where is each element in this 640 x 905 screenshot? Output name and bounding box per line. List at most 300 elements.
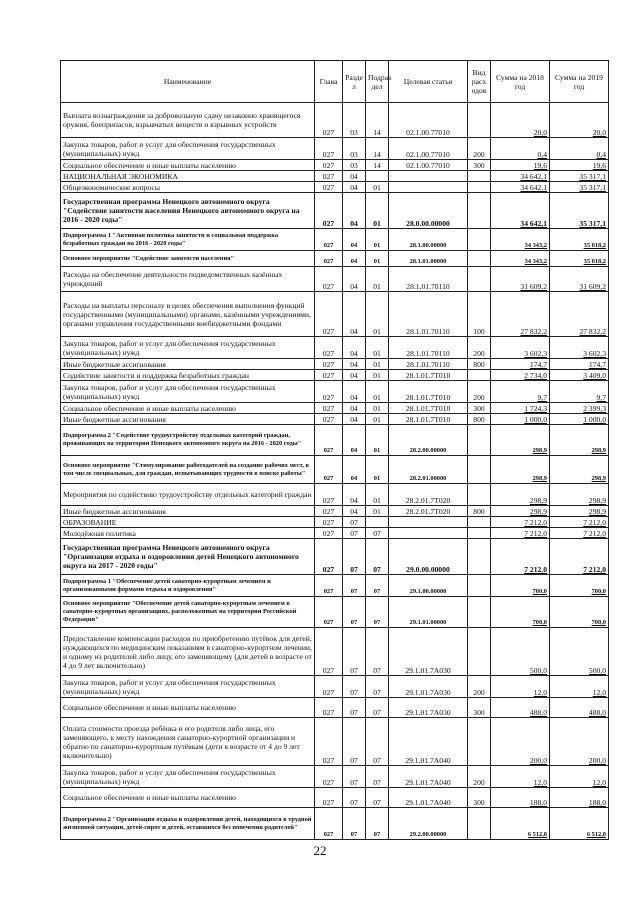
row-podrazdel: 01	[366, 182, 389, 193]
row-sum-2019: 27 832,2	[550, 292, 609, 337]
row-sum-2018: 188,0	[491, 788, 550, 808]
row-podrazdel: 07	[366, 575, 389, 597]
row-podrazdel: 07	[366, 718, 389, 766]
row-expense-type: 200	[468, 676, 491, 698]
row-expense-type	[468, 370, 491, 381]
row-sum-2019: 1 000,0	[550, 414, 609, 425]
row-razdel: 07	[343, 788, 366, 808]
row-target-article: 29.1.01.7А030	[389, 698, 468, 718]
row-name: Мероприятия по содействию трудоустройству отдельных категорий граждан	[61, 484, 315, 506]
row-glava: 027	[315, 160, 343, 171]
row-expense-type: 800	[468, 506, 491, 517]
row-razdel: 07	[343, 597, 366, 628]
row-razdel: 04	[343, 506, 366, 517]
row-sum-2019: 12,0	[550, 676, 609, 698]
row-razdel: 07	[343, 528, 366, 539]
row-podrazdel: 07	[366, 676, 389, 698]
row-razdel: 04	[343, 425, 366, 456]
row-podrazdel: 07	[366, 766, 389, 788]
row-name: Государственная программа Ненецкого автономного округа "Организация отдыха и оздоровления детей Ненецкого автономного округа на 2017 - 2020 годы"	[61, 539, 315, 575]
row-glava: 027	[315, 267, 343, 292]
row-razdel: 07	[343, 539, 366, 575]
row-glava: 027	[315, 766, 343, 788]
row-name: Подпрограмма 1 "Обеспечение детей санаторно-курортным лечением и организованными формами отдыха и оздоровления"	[61, 575, 315, 597]
row-glava: 027	[315, 676, 343, 698]
row-name: Социальное обеспечение и иные выплаты населению	[61, 698, 315, 718]
row-sum-2019: 35 317,1	[550, 193, 609, 229]
row-razdel: 04	[343, 171, 366, 182]
row-target-article: 28.1.01.70110	[389, 337, 468, 359]
row-name: Основное мероприятие "Содействие занятости населения"	[61, 251, 315, 267]
row-glava: 027	[315, 182, 343, 193]
row-sum-2019: 31 609,2	[550, 267, 609, 292]
header-name: Наименование	[61, 61, 315, 103]
row-razdel: 04	[343, 370, 366, 381]
table-row	[61, 788, 609, 808]
row-target-article	[389, 182, 468, 193]
row-target-article: 28.1.01.70110	[389, 267, 468, 292]
row-name: Оплата стоимости проезда ребёнка и его родителя либо лица, его заменяющего, к месту нахождения санаторно-курортной организации и обратно по санаторно-курортным путёвкам (дети в возрасте от 4 до 9 лет включительно)	[61, 718, 315, 766]
row-name: Подпрограмма 2 "Содействие трудоустройству отдельных категорий граждан, проживающих на территории Ненецкого автономного округа на 2016 - 2020 годы"	[61, 425, 315, 456]
row-name: Социальное обеспечение и иные выплаты населению	[61, 160, 315, 171]
row-expense-type	[468, 528, 491, 539]
row-target-article: 29.1.01.7А040	[389, 718, 468, 766]
row-name: Расходы на обеспечение деятельности подведомственных казённых учреждений	[61, 267, 315, 292]
table-row	[61, 182, 609, 193]
row-expense-type: 800	[468, 414, 491, 425]
row-podrazdel: 07	[366, 788, 389, 808]
row-podrazdel: 07	[366, 808, 389, 840]
row-sum-2019: 20,0	[550, 103, 609, 138]
page-number: 22	[313, 843, 327, 858]
row-podrazdel: 01	[366, 456, 389, 484]
row-glava: 027	[315, 359, 343, 370]
row-razdel: 04	[343, 337, 366, 359]
row-expense-type	[468, 229, 491, 251]
row-target-article: 28.0.00.00000	[389, 193, 468, 229]
row-target-article: 02.1.00.77010	[389, 160, 468, 171]
row-expense-type: 200	[468, 766, 491, 788]
row-sum-2018: 7 212,0	[491, 539, 550, 575]
table-row	[61, 292, 609, 337]
row-sum-2018: 6 512,0	[491, 808, 550, 840]
row-sum-2019: 700,0	[550, 575, 609, 597]
table-row	[61, 718, 609, 766]
row-sum-2018: 1 000,0	[491, 414, 550, 425]
row-razdel: 04	[343, 182, 366, 193]
row-razdel: 04	[343, 403, 366, 414]
row-sum-2018: 7 212,0	[491, 528, 550, 539]
row-glava: 027	[315, 103, 343, 138]
row-sum-2018: 0,4	[491, 138, 550, 160]
row-expense-type	[468, 808, 491, 840]
row-podrazdel: 01	[366, 359, 389, 370]
row-name: Расходы на выплаты персоналу в целях обеспечения выполнения функций государственными (муниципальными) органами, казёнными учреждениями, органами управления государственными внебюджетными фондами	[61, 292, 315, 337]
row-glava: 027	[315, 292, 343, 337]
row-name: Социальное обеспечение и иные выплаты населению	[61, 403, 315, 414]
row-glava: 027	[315, 456, 343, 484]
row-glava: 027	[315, 251, 343, 267]
row-sum-2019: 6 512,0	[550, 808, 609, 840]
budget-table	[60, 60, 609, 840]
row-razdel: 07	[343, 766, 366, 788]
row-razdel: 07	[343, 718, 366, 766]
row-expense-type: 800	[468, 359, 491, 370]
row-expense-type	[468, 575, 491, 597]
row-sum-2019: 3 409,0	[550, 370, 609, 381]
table-row	[61, 628, 609, 676]
row-name: Закупка товаров, работ и услуг для обеспечения государственных (муниципальных) нужд	[61, 337, 315, 359]
row-expense-type	[468, 517, 491, 528]
row-razdel: 07	[343, 628, 366, 676]
row-target-article: 28.2.01.7Т020	[389, 506, 468, 517]
row-sum-2018: 19,6	[491, 160, 550, 171]
table-row	[61, 138, 609, 160]
table-row	[61, 484, 609, 506]
table-row	[61, 403, 609, 414]
row-sum-2019: 19,6	[550, 160, 609, 171]
row-expense-type: 200	[468, 337, 491, 359]
table-row	[61, 506, 609, 517]
row-sum-2018: 12,0	[491, 676, 550, 698]
header-target-article: Целевая статья	[389, 61, 468, 103]
row-name: Общеэкономические вопросы	[61, 182, 315, 193]
row-expense-type: 200	[468, 381, 491, 403]
row-glava: 027	[315, 414, 343, 425]
row-glava: 027	[315, 370, 343, 381]
row-razdel: 04	[343, 456, 366, 484]
table-row	[61, 517, 609, 528]
row-target-article	[389, 171, 468, 182]
row-glava: 027	[315, 718, 343, 766]
row-glava: 027	[315, 337, 343, 359]
row-glava: 027	[315, 539, 343, 575]
row-sum-2019: 298,9	[550, 456, 609, 484]
row-sum-2018: 488,0	[491, 698, 550, 718]
row-expense-type	[468, 484, 491, 506]
table-row	[61, 597, 609, 628]
row-sum-2018: 9,7	[491, 381, 550, 403]
row-razdel: 04	[343, 414, 366, 425]
row-name: Иные бюджетные ассигнования	[61, 506, 315, 517]
row-target-article: 28.2.01.7Т020	[389, 484, 468, 506]
row-podrazdel: 01	[366, 414, 389, 425]
table-row	[61, 528, 609, 539]
row-expense-type	[468, 539, 491, 575]
row-glava: 027	[315, 808, 343, 840]
row-target-article: 02.1.00.77010	[389, 103, 468, 138]
table-row	[61, 575, 609, 597]
row-sum-2018: 34 343,2	[491, 229, 550, 251]
row-target-article: 28.1.00.00000	[389, 229, 468, 251]
row-glava: 027	[315, 403, 343, 414]
table-row	[61, 251, 609, 267]
row-target-article: 29.0.00.00000	[389, 539, 468, 575]
row-target-article	[389, 517, 468, 528]
row-podrazdel: 07	[366, 698, 389, 718]
row-sum-2018: 1 724,3	[491, 403, 550, 414]
table-row	[61, 370, 609, 381]
row-expense-type	[468, 456, 491, 484]
row-expense-type	[468, 251, 491, 267]
row-razdel: 07	[343, 808, 366, 840]
row-glava: 027	[315, 171, 343, 182]
row-razdel: 04	[343, 359, 366, 370]
header-expense-type: Вид расх одов	[468, 61, 491, 103]
row-name: Предоставление компенсации расходов по приобретению путёвок для детей, нуждающихся по медицинским показаниям в санаторно-курортном лечении, и одному из родителей либо лицу, его заменяющему (для детей в возрасте от 4 до 9 лет включительно)	[61, 628, 315, 676]
row-name: Основное мероприятие "Стимулирование работодателей на создание рабочих мест, в том числе специальных, для граждан, испытывающих трудности в поиске работы"	[61, 456, 315, 484]
row-razdel: 04	[343, 484, 366, 506]
row-sum-2019: 2 399,3	[550, 403, 609, 414]
row-podrazdel: 14	[366, 138, 389, 160]
table-row	[61, 676, 609, 698]
row-glava: 027	[315, 628, 343, 676]
row-name: ОБРАЗОВАНИЕ	[61, 517, 315, 528]
row-podrazdel: 07	[366, 539, 389, 575]
row-sum-2018: 298,9	[491, 506, 550, 517]
row-podrazdel: 01	[366, 193, 389, 229]
row-sum-2018: 3 602,3	[491, 337, 550, 359]
row-name: Иные бюджетные ассигнования	[61, 414, 315, 425]
row-razdel: 03	[343, 138, 366, 160]
row-razdel: 04	[343, 267, 366, 292]
row-expense-type	[468, 103, 491, 138]
row-name: Основное мероприятие "Обеспечение детей санаторно-курортным лечением в санаторно-курортных организациях, расположенных на территории Российской Федерации"	[61, 597, 315, 628]
row-target-article: 02.1.00.77010	[389, 138, 468, 160]
row-expense-type	[468, 425, 491, 456]
row-podrazdel: 01	[366, 229, 389, 251]
row-glava: 027	[315, 597, 343, 628]
row-target-article: 28.1.01.70110	[389, 292, 468, 337]
row-sum-2019: 188,0	[550, 788, 609, 808]
row-expense-type: 300	[468, 160, 491, 171]
row-expense-type	[468, 597, 491, 628]
row-name: Иные бюджетные ассигнования	[61, 359, 315, 370]
row-podrazdel: 01	[366, 370, 389, 381]
table-row	[61, 160, 609, 171]
row-target-article: 29.1.01.7А040	[389, 788, 468, 808]
row-target-article: 28.1.01.7Т010	[389, 381, 468, 403]
row-expense-type: 100	[468, 292, 491, 337]
row-glava: 027	[315, 575, 343, 597]
row-podrazdel: 01	[366, 506, 389, 517]
row-podrazdel	[366, 171, 389, 182]
row-expense-type	[468, 182, 491, 193]
row-sum-2018: 700,0	[491, 597, 550, 628]
row-sum-2018: 298,9	[491, 484, 550, 506]
row-sum-2018: 700,0	[491, 575, 550, 597]
row-podrazdel: 01	[366, 337, 389, 359]
row-podrazdel: 01	[366, 251, 389, 267]
row-podrazdel: 07	[366, 528, 389, 539]
table-row	[61, 456, 609, 484]
row-sum-2019: 12,0	[550, 766, 609, 788]
row-podrazdel: 07	[366, 628, 389, 676]
row-name: Подпрограмма 1 "Активная политика занятости и социальная поддержка безработных граждан на 2016 - 2020 годы"	[61, 229, 315, 251]
row-expense-type: 300	[468, 788, 491, 808]
row-sum-2019: 700,0	[550, 597, 609, 628]
row-sum-2018: 27 832,2	[491, 292, 550, 337]
row-sum-2018: 174,7	[491, 359, 550, 370]
table-body	[61, 103, 609, 840]
row-target-article: 28.1.01.00000	[389, 251, 468, 267]
row-sum-2019: 200,0	[550, 718, 609, 766]
table-row	[61, 171, 609, 182]
row-sum-2019: 488,0	[550, 698, 609, 718]
row-sum-2018: 31 609,2	[491, 267, 550, 292]
row-sum-2018: 500,0	[491, 628, 550, 676]
table-row	[61, 808, 609, 840]
row-target-article	[389, 528, 468, 539]
row-sum-2019: 7 212,0	[550, 517, 609, 528]
row-name: Государственная программа Ненецкого автономного округа "Содействие занятости населения Ненецкого автономного округа на 2016 - 2020 годы"	[61, 193, 315, 229]
row-razdel: 07	[343, 698, 366, 718]
row-podrazdel: 01	[366, 381, 389, 403]
row-sum-2019: 35 317,1	[550, 171, 609, 182]
table-row	[61, 381, 609, 403]
row-sum-2019: 7 212,0	[550, 528, 609, 539]
row-razdel: 07	[343, 676, 366, 698]
row-podrazdel: 01	[366, 267, 389, 292]
row-podrazdel: 14	[366, 103, 389, 138]
table-row	[61, 359, 609, 370]
row-name: Подпрограмма 2 "Организация отдыха и оздоровления детей, находящихся в трудной жизненной ситуации, детей-сирот и детей, оставшихся без попечения родителей"	[61, 808, 315, 840]
row-sum-2018: 34 343,2	[491, 251, 550, 267]
row-sum-2019: 298,9	[550, 484, 609, 506]
row-podrazdel: 07	[366, 597, 389, 628]
row-sum-2018: 34 642,1	[491, 171, 550, 182]
row-razdel: 04	[343, 229, 366, 251]
row-sum-2019: 0,4	[550, 138, 609, 160]
row-sum-2018: 298,9	[491, 456, 550, 484]
header-podrazdel: Подраз дел	[366, 61, 389, 103]
row-target-article: 29.1.00.00000	[389, 575, 468, 597]
row-sum-2019: 298,9	[550, 425, 609, 456]
row-sum-2018: 12,0	[491, 766, 550, 788]
table-row	[61, 698, 609, 718]
row-glava: 027	[315, 788, 343, 808]
row-expense-type: 300	[468, 403, 491, 414]
row-razdel: 03	[343, 160, 366, 171]
row-sum-2018: 34 642,1	[491, 193, 550, 229]
row-razdel: 04	[343, 381, 366, 403]
row-sum-2018: 2 734,0	[491, 370, 550, 381]
row-glava: 027	[315, 425, 343, 456]
row-glava: 027	[315, 698, 343, 718]
row-sum-2018: 200,0	[491, 718, 550, 766]
row-target-article: 28.1.01.70110	[389, 359, 468, 370]
table-row	[61, 229, 609, 251]
row-sum-2019: 35 317,1	[550, 182, 609, 193]
row-target-article: 28.2.00.00000	[389, 425, 468, 456]
table-header-row	[61, 61, 609, 103]
row-razdel: 04	[343, 292, 366, 337]
header-sum-2018: Сумма на 2018 год	[491, 61, 550, 103]
row-sum-2019: 500,0	[550, 628, 609, 676]
row-name: Закупка товаров, работ и услуг для обеспечения государственных (муниципальных) нужд	[61, 138, 315, 160]
table-row	[61, 539, 609, 575]
row-name: Содействие занятости и поддержка безработных граждан	[61, 370, 315, 381]
table-row	[61, 425, 609, 456]
header-razdel: Разде л	[343, 61, 366, 103]
row-razdel: 04	[343, 251, 366, 267]
row-sum-2019: 298,9	[550, 506, 609, 517]
row-sum-2018: 298,9	[491, 425, 550, 456]
row-name: Социальное обеспечение и иные выплаты населению	[61, 788, 315, 808]
row-name: Закупка товаров, работ и услуг для обеспечения государственных (муниципальных) нужд	[61, 676, 315, 698]
row-glava: 027	[315, 193, 343, 229]
table-row	[61, 193, 609, 229]
row-expense-type	[468, 267, 491, 292]
row-expense-type	[468, 193, 491, 229]
row-podrazdel	[366, 517, 389, 528]
row-sum-2018: 20,0	[491, 103, 550, 138]
row-sum-2018: 7 212,0	[491, 517, 550, 528]
row-name: Закупка товаров, работ и услуг для обеспечения государственных (муниципальных) нужд	[61, 766, 315, 788]
row-podrazdel: 01	[366, 403, 389, 414]
row-target-article: 29.1.01.00000	[389, 597, 468, 628]
row-razdel: 04	[343, 193, 366, 229]
row-name: Выплата вознаграждения за добровольную сдачу незаконно хранящегося оружия, боеприпасов, взрывчатых веществ и взрывных устройств	[61, 103, 315, 138]
row-sum-2018: 34 642,1	[491, 182, 550, 193]
row-target-article: 28.1.01.7Т010	[389, 370, 468, 381]
row-sum-2019: 9,7	[550, 381, 609, 403]
row-sum-2019: 3 602,3	[550, 337, 609, 359]
row-target-article: 28.1.01.7Т010	[389, 403, 468, 414]
row-razdel: 03	[343, 103, 366, 138]
row-sum-2019: 7 212,0	[550, 539, 609, 575]
row-glava: 027	[315, 381, 343, 403]
table-row	[61, 414, 609, 425]
row-podrazdel: 01	[366, 292, 389, 337]
row-podrazdel: 14	[366, 160, 389, 171]
row-razdel: 07	[343, 517, 366, 528]
table-row	[61, 766, 609, 788]
row-name: Молодёжная политика	[61, 528, 315, 539]
table-row	[61, 337, 609, 359]
row-target-article: 29.1.01.7А040	[389, 766, 468, 788]
row-expense-type: 200	[468, 138, 491, 160]
row-expense-type	[468, 718, 491, 766]
row-glava: 027	[315, 229, 343, 251]
row-target-article: 29.1.01.7А030	[389, 676, 468, 698]
row-glava: 027	[315, 484, 343, 506]
row-expense-type	[468, 171, 491, 182]
row-sum-2019: 35 018,2	[550, 251, 609, 267]
row-expense-type: 300	[468, 698, 491, 718]
row-sum-2019: 35 018,2	[550, 229, 609, 251]
table-row	[61, 103, 609, 138]
row-expense-type	[468, 628, 491, 676]
row-sum-2019: 174,7	[550, 359, 609, 370]
row-target-article: 29.2.00.00000	[389, 808, 468, 840]
row-target-article: 28.1.01.7Т010	[389, 414, 468, 425]
header-glava: Глава	[315, 61, 343, 103]
row-name: НАЦИОНАЛЬНАЯ ЭКОНОМИКА	[61, 171, 315, 182]
row-glava: 027	[315, 506, 343, 517]
row-podrazdel: 01	[366, 425, 389, 456]
row-glava: 027	[315, 517, 343, 528]
header-sum-2019: Сумма на 2019 год	[550, 61, 609, 103]
row-glava: 027	[315, 138, 343, 160]
row-podrazdel: 01	[366, 484, 389, 506]
table-row	[61, 267, 609, 292]
row-target-article: 29.1.01.7А030	[389, 628, 468, 676]
row-razdel: 07	[343, 575, 366, 597]
row-glava: 027	[315, 528, 343, 539]
row-target-article: 28.2.01.00000	[389, 456, 468, 484]
row-name: Закупка товаров, работ и услуг для обеспечения государственных (муниципальных) нужд	[61, 381, 315, 403]
